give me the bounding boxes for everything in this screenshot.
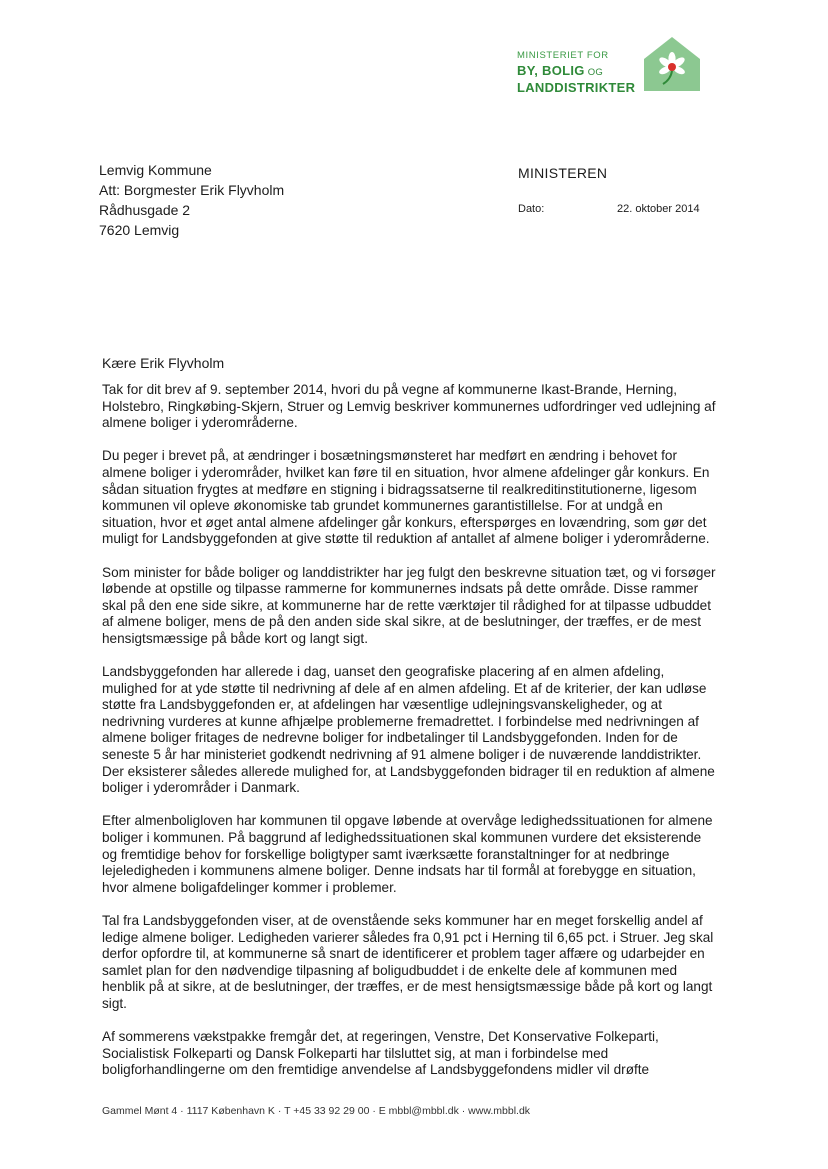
logo-line-3: LANDDISTRIKTER [517, 80, 636, 95]
paragraph-line: skal på den ene side sikre, at kommunerne har de rette værktøjer til rådighed for at tilpasse udbuddet [102, 597, 712, 613]
paragraph-line: Tak for dit brev af 9. september 2014, hvori du på vegne af kommunerne Ikast-Brande, Herning, [102, 382, 678, 397]
paragraph-line: nedrivning vurderes at kunne afhjælpe problemerne fremadrettet. I forbindelse med nedrivningen af [102, 713, 699, 729]
paragraph-line: Du peger i brevet på, at ændringer i bosætningsmønsteret har medført en ændring i behovet for [102, 448, 678, 464]
paragraph-line: Landsbyggefonden har allerede i dag, uanset den geografiske placering af en almen afdeling, [102, 664, 665, 680]
paragraph-line: ledige almene boliger. Ledigheden varierer således fra 0,91 pct i Herning til 6,65 pct. i Struer. Jeg skal [102, 929, 714, 945]
paragraph-line: seneste 5 år har ministeriet godkendt nedrivning af 91 almene boliger i de nuværende landdistrikter. [102, 747, 702, 763]
logo-text [517, 48, 635, 95]
logo-line-2-og: OG [587, 67, 604, 78]
logo-line-2-main: BY, BOLIG [517, 63, 585, 78]
paragraph-line: sådan situation frygtes at medføre en stigning i bidragssatserne til realkreditinstitutionerne, ligesom [102, 481, 697, 497]
recipient-line: Att: Borgmester Erik Flyvholm [99, 182, 285, 198]
paragraph-line: af almene boliger, mens de på den anden side skal sikre, at de beslutninger, der træffes, er de mest [102, 614, 701, 630]
salutation: Kære Erik Flyvholm [102, 355, 225, 371]
paragraph-line: almene boliger i yderområderne. [102, 415, 298, 431]
recipient-address [99, 160, 284, 240]
paragraph-line: støtte fra Landsbyggefonden er, at afdelingen har væsentlige udlejningsvanskeligheder, og at [102, 697, 662, 713]
letter-body [102, 382, 734, 1096]
paragraph-line: hensigtsmæssige på både kort og langt sigt. [102, 630, 368, 646]
logo-line-2 [517, 63, 635, 80]
paragraph-line: Der eksisterer således allerede mulighed for, at Landsbyggefonden bidrager til en reduktion af almene [102, 763, 715, 779]
paragraph-line: Tal fra Landsbyggefonden viser, at de ovenstående seks kommuner har en meget forskellig andel af [102, 913, 703, 928]
body-paragraph [102, 813, 734, 896]
paragraph-line: almene boliger fritages de nedrevne boliger for indbetalinger til Landsbyggefonden. Inden for de [102, 730, 678, 746]
recipient-line: Lemvig Kommune [99, 162, 212, 178]
paragraph-line: boliger i kommunen. På baggrund af ledighedssituationen skal kommunen vurdere det eksisterende [102, 830, 702, 846]
body-paragraph [102, 913, 734, 1013]
paragraph-line: henblik på at sikre, at de beslutninger, der træffes, er de mest hensigtsmæssige både på kort og langt [102, 979, 713, 995]
paragraph-line: derfor opfordre til, at kommunerne så snart de identificerer et problem tager affære og udarbejder en [102, 946, 705, 962]
body-paragraph [102, 664, 734, 797]
recipient-line: Rådhusgade 2 [99, 202, 191, 218]
paragraph-line: mulighed for at yde støtte til nedrivning af dele af en almen afdeling. Et af de kriterier, der kan udløse [102, 680, 707, 696]
date-label: Dato: [518, 203, 545, 215]
paragraph-line: sigt. [102, 995, 127, 1011]
body-paragraph [102, 382, 734, 432]
paragraph-line: samlet plan for den nødvendige tilpasning af boligudbuddet i de enkelte dele af kommunen med [102, 962, 678, 978]
paragraph-line: muligt for Landsbyggefonden at give støtte til reduktion af antallet af almene boliger i yderområderne. [102, 531, 710, 547]
body-paragraph [102, 1029, 734, 1079]
recipient-line: 7620 Lemvig [99, 222, 180, 238]
paragraph-line: Af sommerens vækstpakke fremgår det, at regeringen, Venstre, Det Konservative Folkeparti, [102, 1029, 659, 1045]
paragraph-line: kommunen vil opleve økonomiske tab grundet kommunernes garantistillelse. For at undgå en [102, 498, 663, 514]
paragraph-line: almene boliger i yderområder, hvilket kan føre til en situation, hvor almene afdelinger går konkurs. En [102, 464, 710, 480]
paragraph-line: lejeledigheden i kommunens almene boliger. Denne indsats har til formål at forebygge en situation, [102, 863, 696, 879]
paragraph-line: Socialistisk Folkeparti og Dansk Folkeparti har tilsluttet sig, at man i forbindelse med [102, 1045, 609, 1061]
ministry-logo [517, 36, 707, 98]
paragraph-line: hvor almene boligafdelinger kommer i problemer. [102, 879, 397, 895]
paragraph-line: løbende at opstille og tilpasse rammerne for kommunernes indsats på dette område. Disse rammer [102, 581, 699, 597]
house-flower-icon [643, 36, 701, 92]
paragraph-line: Holstebro, Ringkøbing-Skjern, Struer og Lemvig beskriver kommunernes udfordringer ved udlejning af [102, 398, 716, 414]
date-value: 22. oktober 2014 [617, 203, 700, 215]
paragraph-line: og fremtidige behov for forskellige boligtyper samt iværksætte foranstaltninger for at nedbringe [102, 846, 670, 862]
body-paragraph [102, 448, 734, 548]
paragraph-line: boliger i yderområder i Danmark. [102, 780, 300, 796]
paragraph-line: situation, hvor et øget antal almene afdelinger går konkurs, efterspørges en lovændring, som gør det [102, 514, 707, 530]
logo-line-1: MINISTERIET FOR [517, 50, 609, 61]
footer-address: Gammel Mønt 4 · 1117 København K · T +45 33 92 29 00 · E mbbl@mbbl.dk · www.mbbl.dk [102, 1105, 531, 1117]
sender-title: MINISTEREN [518, 165, 608, 181]
paragraph-line: Efter almenboligloven har kommunen til opgave løbende at overvåge ledighedssituationen for almene [102, 813, 713, 829]
body-paragraph [102, 565, 734, 648]
paragraph-line: boligforhandlingerne om den fremtidige anvendelse af Landsbyggefondens midler vil drøfte [102, 1062, 650, 1078]
paragraph-line: Som minister for både boliger og landdistrikter har jeg fulgt den beskrevne situation tæt, og vi forsøger [102, 564, 716, 580]
